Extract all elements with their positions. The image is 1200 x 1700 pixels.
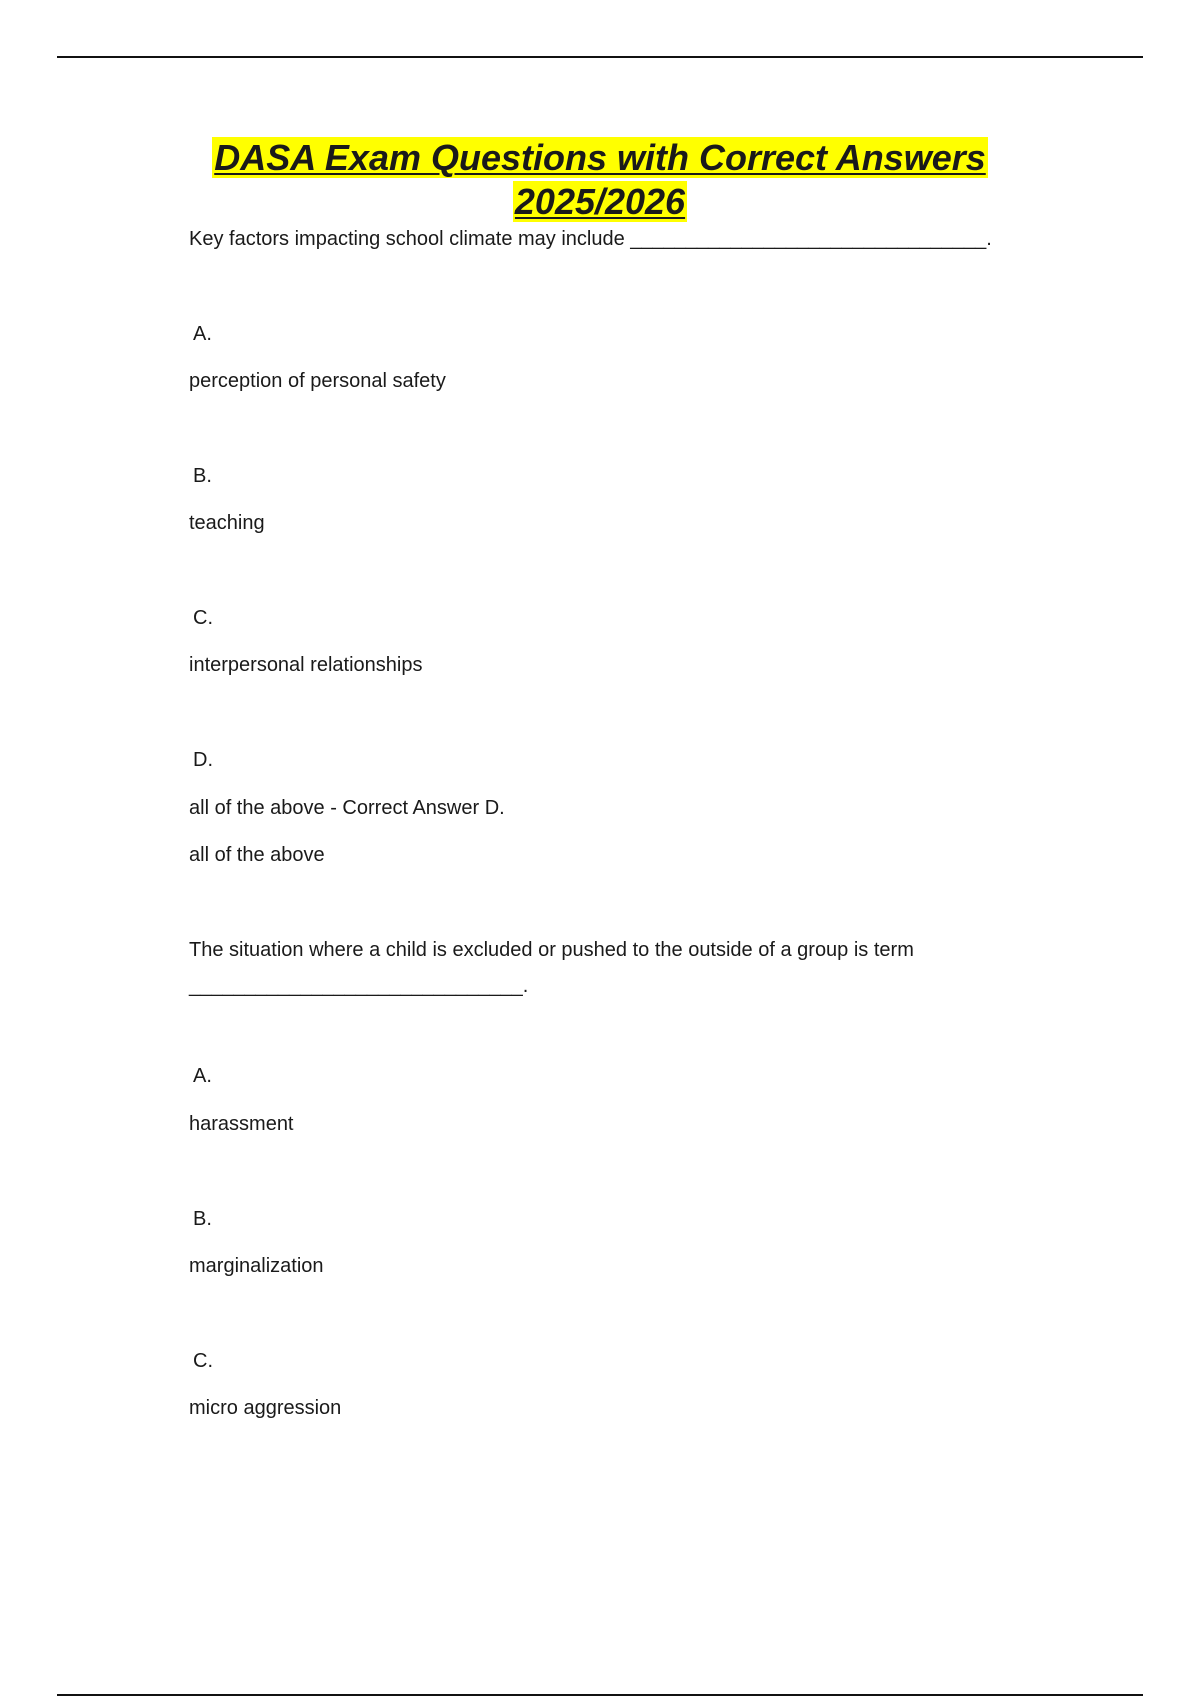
question-2-option-b-text: marginalization xyxy=(189,1255,324,1277)
title-line-1: DASA Exam Questions with Correct Answers xyxy=(214,137,986,178)
question-1-answer: all of the above xyxy=(189,844,325,866)
document-title xyxy=(0,136,1200,224)
question-2-option-a-text: harassment xyxy=(189,1113,294,1135)
question-1-prompt: Key factors impacting school climate may include ________________________________. xyxy=(189,228,992,250)
question-1-option-a-letter: A. xyxy=(193,323,212,345)
question-1-option-c-text: interpersonal relationships xyxy=(189,654,423,676)
question-2-option-c-letter: C. xyxy=(193,1350,213,1372)
title-line-2: 2025/2026 xyxy=(514,181,686,222)
question-1-option-b-text: teaching xyxy=(189,512,265,534)
header-rule xyxy=(57,56,1143,58)
question-2-option-c-text: micro aggression xyxy=(189,1397,342,1419)
question-1-option-d-letter: D. xyxy=(193,749,213,771)
question-2-option-b-letter: B. xyxy=(193,1208,212,1230)
question-1-option-c-letter: C. xyxy=(193,607,213,629)
question-1-option-b-letter: B. xyxy=(193,465,212,487)
question-1-option-a-text: perception of personal safety xyxy=(189,370,446,392)
question-2-prompt: The situation where a child is excluded or pushed to the outside of a group is term xyxy=(189,939,914,961)
footer-rule xyxy=(57,1694,1143,1696)
question-2-option-a-letter: A. xyxy=(193,1065,212,1087)
question-1-option-d-text: all of the above - Correct Answer D. xyxy=(189,797,505,819)
question-2-prompt-blank: ______________________________. xyxy=(189,975,529,997)
